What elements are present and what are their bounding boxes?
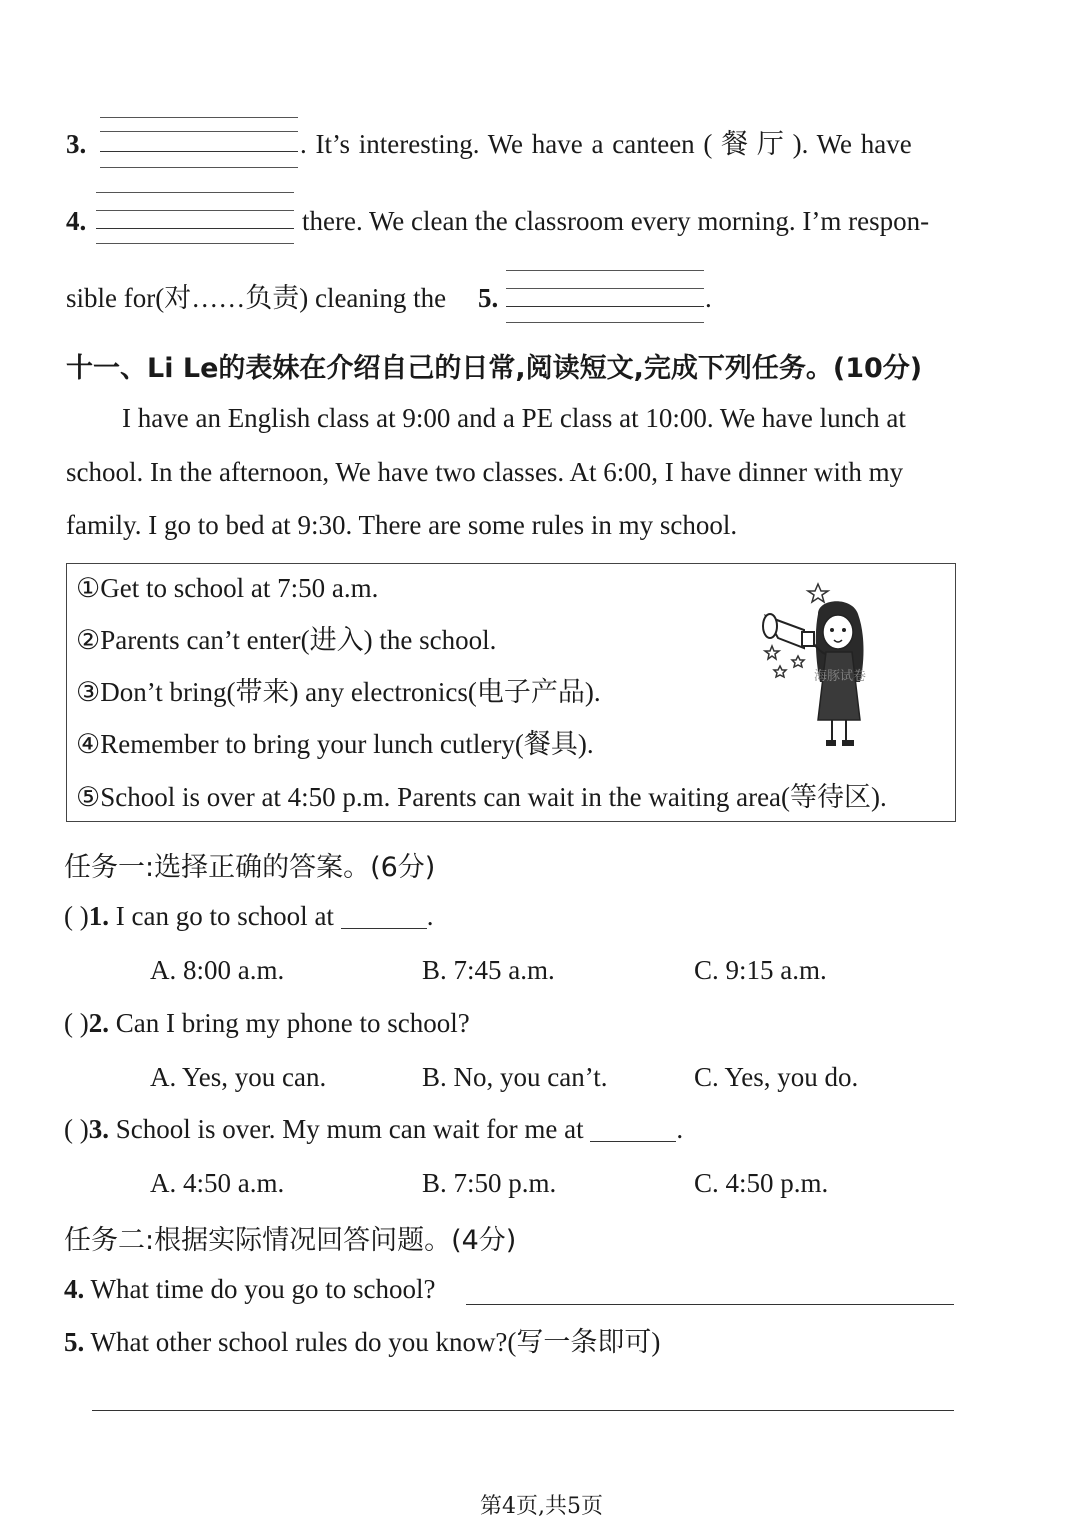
- question-3: [64, 1112, 683, 1146]
- question-number: 5.: [64, 1327, 85, 1357]
- answer-blank-4[interactable]: [96, 228, 294, 229]
- passage-line-2: school. In the afternoon, We have two classes. At 6:00, I have dinner with my: [66, 457, 904, 487]
- question-2: [64, 1006, 470, 1040]
- question-end: .: [676, 1114, 684, 1144]
- rule-item-1: ①Get to school at 7:50 a.m.: [76, 573, 379, 603]
- option-2a[interactable]: A. Yes, you can.: [150, 1062, 327, 1092]
- writing-guide-line: [506, 322, 704, 323]
- answer-blank-5[interactable]: [506, 306, 704, 307]
- question-number: 3.: [88, 1114, 109, 1144]
- writing-guide-line: [96, 210, 294, 211]
- option-3b[interactable]: B. 7:50 p.m.: [422, 1168, 557, 1198]
- question-number: 1.: [88, 901, 109, 931]
- rule-item-5: ⑤School is over at 4:50 p.m. Parents can wait in the waiting area(等待区).: [76, 782, 887, 812]
- writing-guide-line: [100, 131, 298, 132]
- answer-blank-3[interactable]: [100, 151, 298, 152]
- answer-paren[interactable]: ( ): [64, 901, 89, 931]
- question-4: [64, 1272, 435, 1306]
- option-3c[interactable]: C. 4:50 p.m.: [694, 1168, 829, 1198]
- option-2c[interactable]: C. Yes, you do.: [694, 1062, 859, 1092]
- question-number: 2.: [88, 1008, 109, 1038]
- option-1b[interactable]: B. 7:45 a.m.: [422, 955, 555, 985]
- question-number: 4.: [64, 1274, 85, 1304]
- question-5: [64, 1325, 660, 1359]
- answer-blank[interactable]: [590, 1117, 676, 1142]
- question-text: What other school rules do you know?(写一条即可): [90, 1327, 661, 1357]
- task2-title: 任务二:根据实际情况回答问题。(4分): [64, 1225, 517, 1256]
- option-3a[interactable]: A. 4:50 a.m.: [150, 1168, 285, 1198]
- answer-blank[interactable]: [341, 904, 427, 929]
- option-1a[interactable]: A. 8:00 a.m.: [150, 955, 285, 985]
- fill-in-line-1: . It’s interesting. We have a canteen ( 餐 厅 ). We have: [300, 129, 912, 159]
- fill-in-line-3-end: .: [705, 283, 712, 313]
- writing-guide-line: [96, 243, 294, 244]
- page-number: 第4页,共5页: [480, 1494, 603, 1519]
- question-end: .: [426, 901, 434, 931]
- question-text: I can go to school at: [115, 901, 334, 931]
- question-text: What time do you go to school?: [90, 1274, 436, 1304]
- rule-item-2: ②Parents can’t enter(进入) the school.: [76, 625, 497, 655]
- option-2b[interactable]: B. No, you can’t.: [422, 1062, 608, 1092]
- answer-paren[interactable]: ( ): [64, 1008, 89, 1038]
- writing-guide-line: [100, 117, 298, 118]
- blank-number-4: 4.: [66, 206, 87, 236]
- passage-line-1: I have an English class at 9:00 and a PE class at 10:00. We have lunch at: [122, 403, 906, 433]
- rule-item-3: ③Don’t bring(带来) any electronics(电子产品).: [76, 677, 601, 707]
- answer-line-5[interactable]: [92, 1410, 954, 1411]
- rule-item-4: ④Remember to bring your lunch cutlery(餐具).: [76, 729, 594, 759]
- passage-line-3: family. I go to bed at 9:30. There are some rules in my school.: [66, 510, 738, 540]
- writing-guide-line: [506, 270, 704, 271]
- fill-in-line-2: there. We clean the classroom every morning. I’m respon-: [302, 206, 930, 236]
- section-title: 十一、Li Le的表妹在介绍自己的日常,阅读短文,完成下列任务。(10分): [66, 353, 923, 384]
- question-text: Can I bring my phone to school?: [115, 1008, 470, 1038]
- answer-line-4[interactable]: [466, 1304, 954, 1305]
- writing-guide-line: [96, 192, 294, 193]
- answer-paren[interactable]: ( ): [64, 1114, 89, 1144]
- blank-number-5: 5.: [478, 283, 499, 313]
- watermark-text: 海豚试卷: [814, 669, 867, 684]
- question-1: [64, 899, 433, 933]
- writing-guide-line: [100, 167, 298, 168]
- writing-guide-line: [506, 288, 704, 289]
- question-text: School is over. My mum can wait for me at: [115, 1114, 584, 1144]
- task1-title: 任务一:选择正确的答案。(6分): [64, 852, 436, 883]
- fill-in-line-3: sible for(对……负责) cleaning the: [66, 283, 447, 313]
- option-1c[interactable]: C. 9:15 a.m.: [694, 955, 827, 985]
- blank-number-3: 3.: [66, 129, 87, 159]
